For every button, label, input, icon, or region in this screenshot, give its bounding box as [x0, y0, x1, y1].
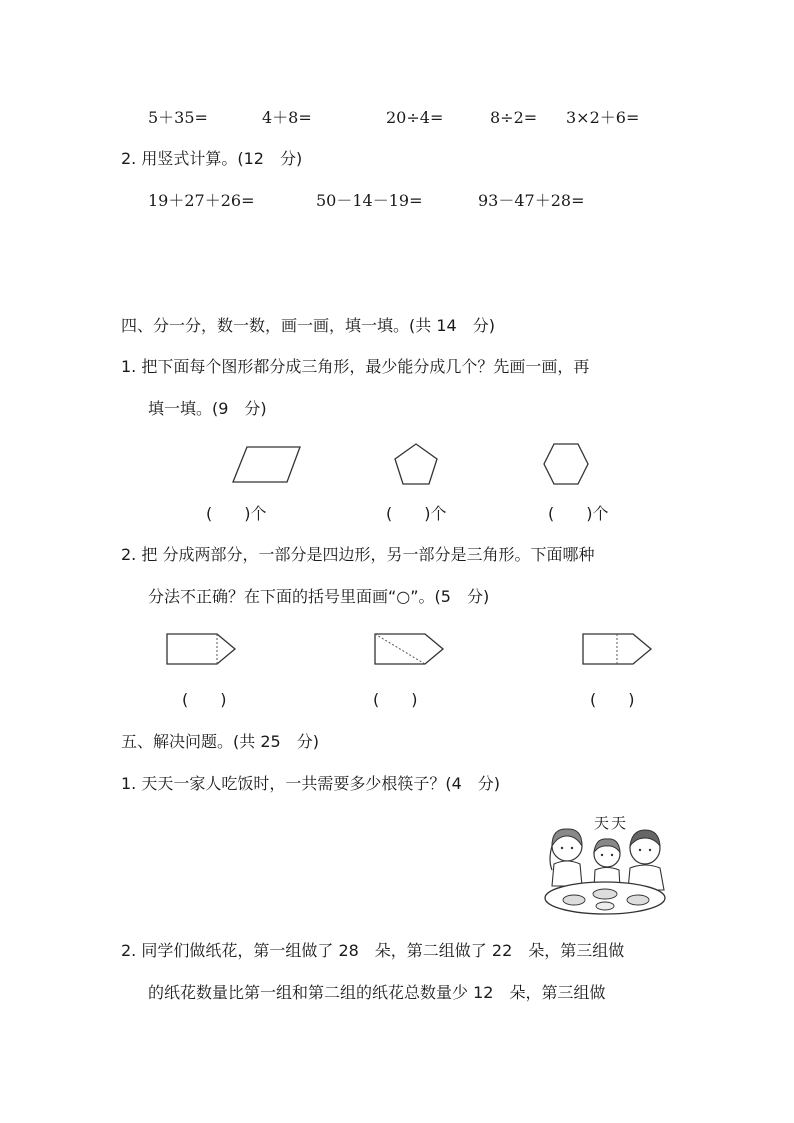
- expr-5: 3×2＋6=: [566, 108, 640, 127]
- split-shape-c: [581, 632, 655, 666]
- answer-blank-hexagon[interactable]: ( )个: [548, 504, 609, 523]
- q4-1-line2: 填一填。(9 分): [148, 399, 267, 418]
- split-shape-b: [373, 632, 447, 666]
- hexagon-shape: [541, 441, 591, 487]
- parallelogram-shape: [230, 444, 304, 486]
- q5-2-line2: 的纸花数量比第一组和第二组的纸花总数量少 12 朵，第三组做: [148, 983, 606, 1002]
- q4-1-line1: 1. 把下面每个图形都分成三角形，最少能分成几个？先画一画，再: [121, 357, 590, 376]
- q4-2-line1: 2. 把 分成两部分，一部分是四边形，另一部分是三角形。下面哪种: [121, 545, 595, 564]
- section-5-title: 五、解决问题。(共 25 分): [121, 732, 319, 751]
- q3-2-title: 2. 用竖式计算。(12 分): [121, 149, 303, 168]
- vertical-expr-2: 50－14－19=: [316, 191, 423, 210]
- pentagon-shape: [392, 441, 440, 487]
- expr-2: 4＋8=: [262, 108, 312, 127]
- section-4-title: 四、分一分，数一数，画一画，填一填。(共 14 分): [121, 316, 495, 335]
- q5-1-text: 1. 天天一家人吃饭时，一共需要多少根筷子？(4 分): [121, 774, 501, 793]
- family-table-icon: [540, 808, 670, 918]
- expr-3: 20÷4=: [386, 108, 444, 127]
- vertical-expr-1: 19＋27＋26=: [148, 191, 255, 210]
- q5-2-line1: 2. 同学们做纸花，第一组做了 28 朵，第二组做了 22 朵，第三组做: [121, 941, 625, 960]
- answer-blank-split-b[interactable]: ( ): [373, 690, 418, 709]
- expr-4: 8÷2=: [490, 108, 538, 127]
- split-shape-a: [165, 632, 239, 666]
- answer-blank-split-a[interactable]: ( ): [182, 690, 227, 709]
- vertical-expr-3: 93－47＋28=: [478, 191, 585, 210]
- expr-1: 5＋35=: [148, 108, 208, 127]
- answer-blank-pentagon[interactable]: ( )个: [386, 504, 447, 523]
- family-dinner-illustration: [540, 808, 670, 918]
- q4-2-line2: 分法不正确？在下面的括号里面画“○”。(5 分): [148, 587, 490, 606]
- answer-blank-split-c[interactable]: ( ): [590, 690, 635, 709]
- answer-blank-parallelogram[interactable]: ( )个: [206, 504, 267, 523]
- illus-label-tiantian: 天天: [594, 814, 629, 832]
